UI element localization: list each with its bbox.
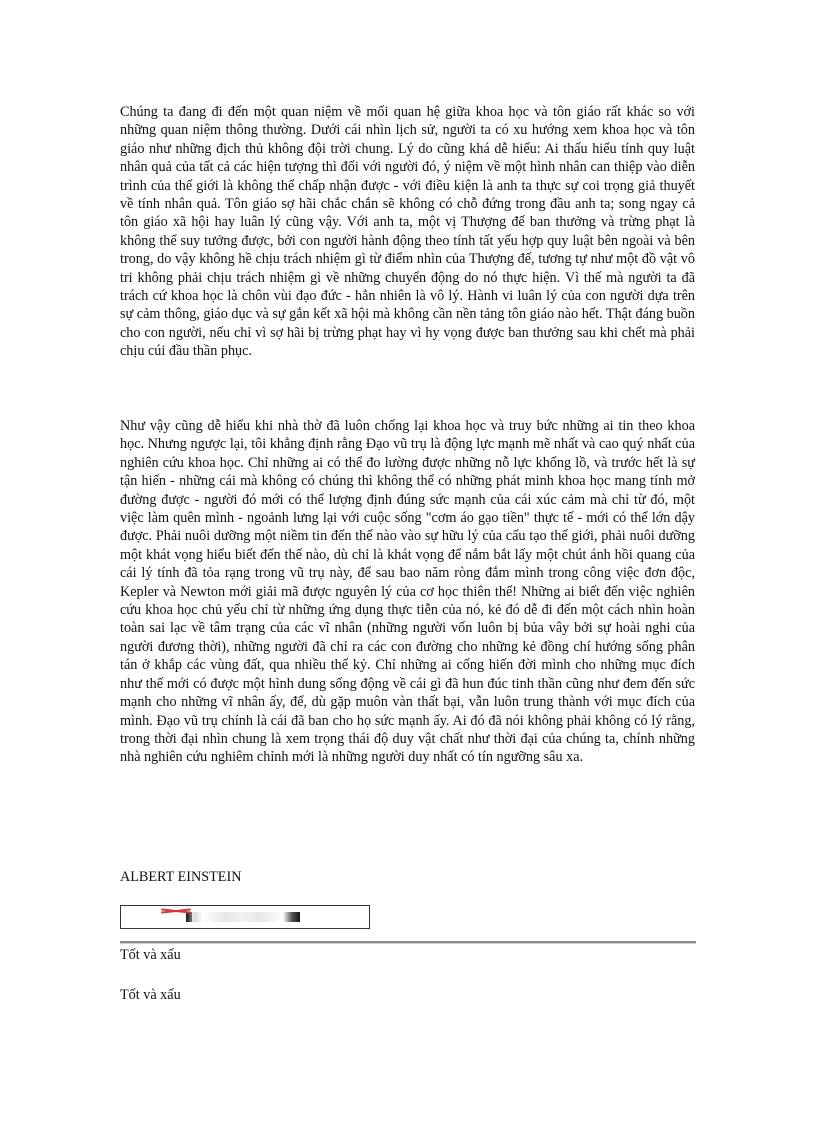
link-tot-va-xau-1[interactable]: Tốt và xấu [120, 947, 181, 963]
link-tot-va-xau-2[interactable]: Tốt và xấu [120, 987, 181, 1003]
essay-paragraph-2: Như vậy cũng dễ hiểu khi nhà thờ đã luôn chống lại khoa học và truy bức những ai tin theo khoa học. Nhưng ngược lại, tôi khẳng định rằng Đạo vũ trụ là động lực mạnh mẽ nhất và cao quý nhất của nghiên cứu khoa học. Chỉ những ai có thể đo lường được những nỗ lực khổng lồ, và trước hết là sự tận hiến - những cái mà không có chúng thì không thể có những phát minh khoa học mang tính mở đường được - người đó mới có thể lượng định đúng sức mạnh của cái xúc cảm mà chỉ từ đó, một việc làm quên mình - ngoảnh lưng lại với cuộc sống "cơm áo gạo tiền" thực tế - mới có thể lớn dậy được. Phải nuôi dưỡng một niềm tin đến thế nào vào sự hữu lý của cấu tạo thế giới, phải nuôi dưỡng một khát vọng hiểu biết đến thế nào, dù chỉ là khát vọng để nắm bắt lấy một chút ánh hồi quang của cái lý tính đã tỏa rạng trong vũ trụ này, để sau bao năm ròng đắm mình trong công việc đơn độc, Kepler và Newton mới giải mã được nguyên lý của cơ học thiên thể! Những ai biết đến việc nghiên cứu khoa học chủ yếu chỉ từ những ứng dụng thực tiễn của nó, kẻ đó dễ đi đến một cách nhìn hoàn toàn sai lạc về tâm trạng của các vĩ nhân (những người vốn luôn bị bủa vây bởi sự hoài nghi của người đương thời), những người đã chỉ ra các con đường cho những kẻ đồng chí hướng sống phân tán ở khắp các vùng đất, qua nhiều thế kỷ. Chỉ những ai cống hiến đời mình cho những mục đích như thế mới có được một hình dung sống động về cái gì đã hun đúc tinh thần cũng như đem đến sức mạnh cho những vĩ nhân ấy, để, dù gặp muôn vàn thất bại, vẫn luôn trung thành với mục đích của mình. Đạo vũ trụ chính là cái đã ban cho họ sức mạnh ấy. Ai đó đã nói không phải không có lý rằng, trong thời đại nhìn chung là xem trọng thái độ duy vật chất như thời đại của chúng ta, chính những nhà nghiên cứu nghiêm chỉnh mới là những người duy nhất có tín ngưỡng sâu xa. [120, 418, 695, 766]
banner-image [120, 905, 370, 929]
essay-paragraph-1: Chúng ta đang đi đến một quan niệm về mối quan hệ giữa khoa học và tôn giáo rất khác so với những quan niệm thông thường. Dưới cái nhìn lịch sử, người ta có xu hướng xem khoa học và tôn giáo như những địch thủ không đội trời chung. Lý do cũng khá dễ hiểu: Ai thấu hiểu tính quy luật nhân quả của tất cả các hiện tượng thì đối với người đó, ý niệm về một hình nhân can thiệp vào diễn trình của thế giới là không thể chấp nhận được - với điều kiện là anh ta thực sự coi trọng giả thuyết về tính nhân quả. Tôn giáo sợ hãi chắc chắn sẽ không có chỗ đứng trong đầu anh ta; song ngay cả tôn giáo xã hội hay luân lý cũng vậy. Với anh ta, một vị Thượng đế ban thưởng và trừng phạt là không thể suy tưởng được, bởi con người hành động theo tính tất yếu hợp quy luật bên ngoài và bên trong, do vậy không hề chịu trách nhiệm gì từ điểm nhìn của Thượng đế, tương tự như một đồ vật vô tri không phải chịu trách nhiệm gì về những chuyển động do nó thực hiện. Vì thế mà người ta đã trách cứ khoa học là chôn vùi đạo đức - hẳn nhiên là vô lý. Hành vi luân lý của con người dựa trên sự cảm thông, giáo dục và sự gắn kết xã hội mà không cần nền tảng tôn giáo nào hết. Thật đáng buồn cho con người, nếu chỉ vì sợ hãi bị trừng phạt hay vì hy vọng được ban thưởng sau khi chết mà phải chịu cúi đầu thần phục. [120, 104, 695, 360]
author-signature: ALBERT EINSTEIN [120, 869, 242, 885]
horizontal-divider [120, 941, 696, 944]
gradient-strip-graphic [186, 912, 300, 922]
red-cross-mark-graphic [161, 909, 191, 913]
